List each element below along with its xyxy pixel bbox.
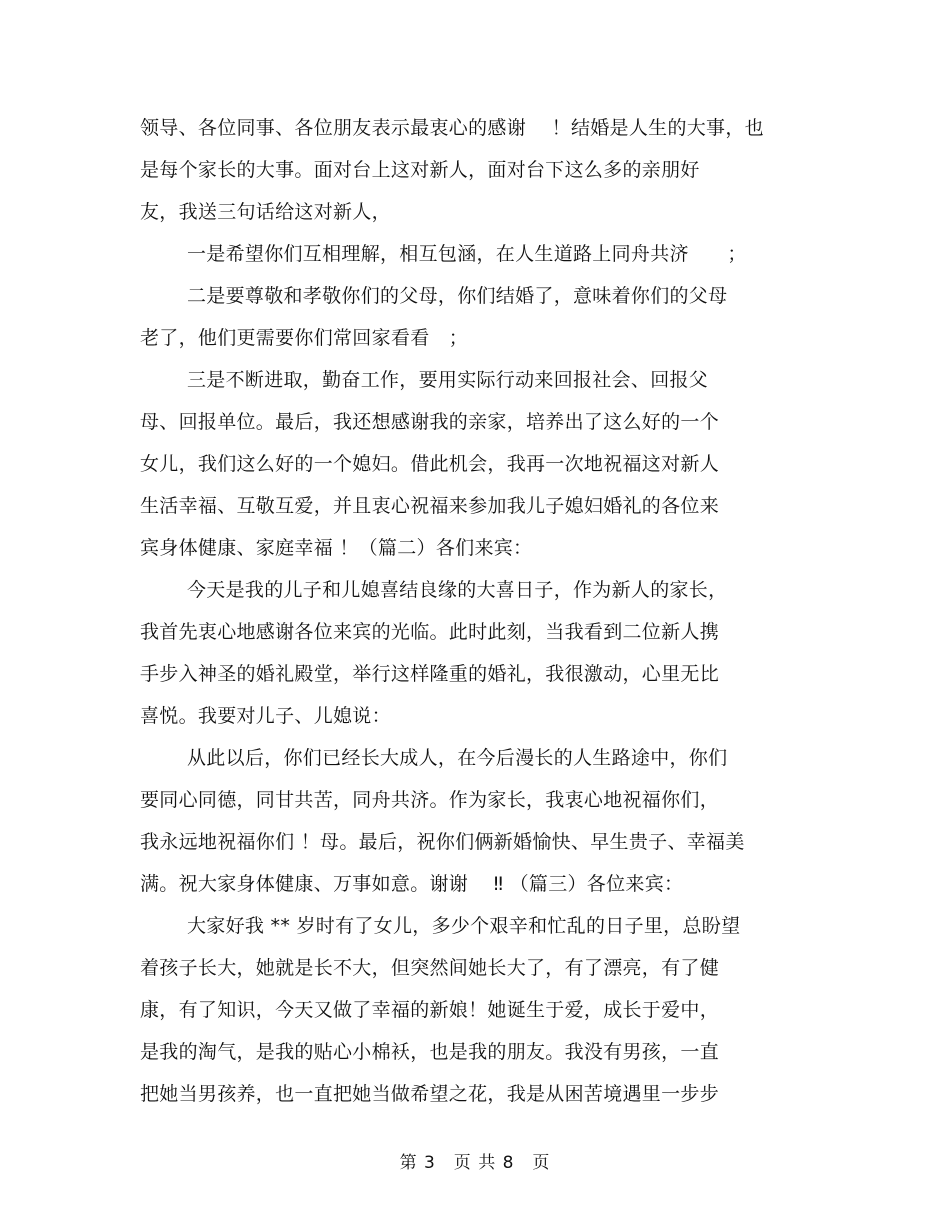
text-line: 三是不断进取，勤奋工作，要用实际行动来回报社会、回报父 <box>187 369 709 391</box>
text-line: 满。祝大家身体健康、万事如意。谢谢 ‼ （篇三）各位来宾： <box>140 873 684 895</box>
text-line: 从此以后，你们已经长大成人，在今后漫长的人生路途中，你们 <box>187 747 728 769</box>
text-line: 康，有了知识，今天又做了幸福的新娘！她诞生于爱，成长于爱中， <box>140 999 720 1021</box>
text-line: 我首先衷心地感谢各位来宾的光临。此时此刻，当我看到二位新人携 <box>140 621 720 643</box>
text-line: 宾身体健康、家庭幸福 ！（篇二）各们来宾： <box>140 537 533 559</box>
text-line: 是每个家长的大事。面对台上这对新人，面对台下这么多的亲朋好 <box>140 159 700 181</box>
text-line: 二是要尊敬和孝敬你们的父母，你们结婚了，意味着你们的父母 <box>187 285 728 307</box>
text-line: 是我的淘气，是我的贴心小棉袄，也是我的朋友。我没有男孩，一直 <box>140 1041 720 1063</box>
text-line: 今天是我的儿子和儿媳喜结良缘的大喜日子，作为新人的家长， <box>187 579 728 601</box>
text-line: 把她当男孩养，也一直把她当做希望之花，我是从困苦境遇里一步步 <box>140 1083 720 1105</box>
text-line: 老了，他们更需要你们常回家看看 ； <box>140 327 469 349</box>
text-line: 大家好我 ** 岁时有了女儿，多少个艰辛和忙乱的日子里，总盼望 <box>187 915 741 937</box>
text-line: 一是希望你们互相理解，相互包涵，在人生道路上同舟共济 ； <box>187 243 747 265</box>
text-line: 我永远地祝福你们 ！母。最后，祝你们俩新婚愉快、早生贵子、幸福美 <box>140 831 745 853</box>
text-line: 女儿，我们这么好的一个媳妇。借此机会，我再一次地祝福这对新人 <box>140 453 720 475</box>
text-line: 领导、各位同事、各位朋友表示最衷心的感谢 ！结婚是人生的大事，也 <box>140 117 764 139</box>
text-line: 要同心同德，同甘共苦，同舟共济。作为家长，我衷心地祝福你们， <box>140 789 720 811</box>
text-line: 友，我送三句话给这对新人， <box>140 201 391 223</box>
text-line: 手步入神圣的婚礼殿堂，举行这样隆重的婚礼，我很激动，心里无比 <box>140 663 720 685</box>
text-line: 喜悦。我要对儿子、儿媳说： <box>140 705 391 727</box>
text-line: 母、回报单位。最后，我还想感谢我的亲家，培养出了这么好的一个 <box>140 411 720 433</box>
page-number-footer: 第 3 页 共 8 页 <box>399 1153 551 1173</box>
text-line: 着孩子长大，她就是长不大，但突然间她长大了，有了漂亮，有了健 <box>140 957 720 979</box>
text-line: 生活幸福、互敬互爱，并且衷心祝福来参加我儿子媳妇婚礼的各位来 <box>140 495 720 517</box>
